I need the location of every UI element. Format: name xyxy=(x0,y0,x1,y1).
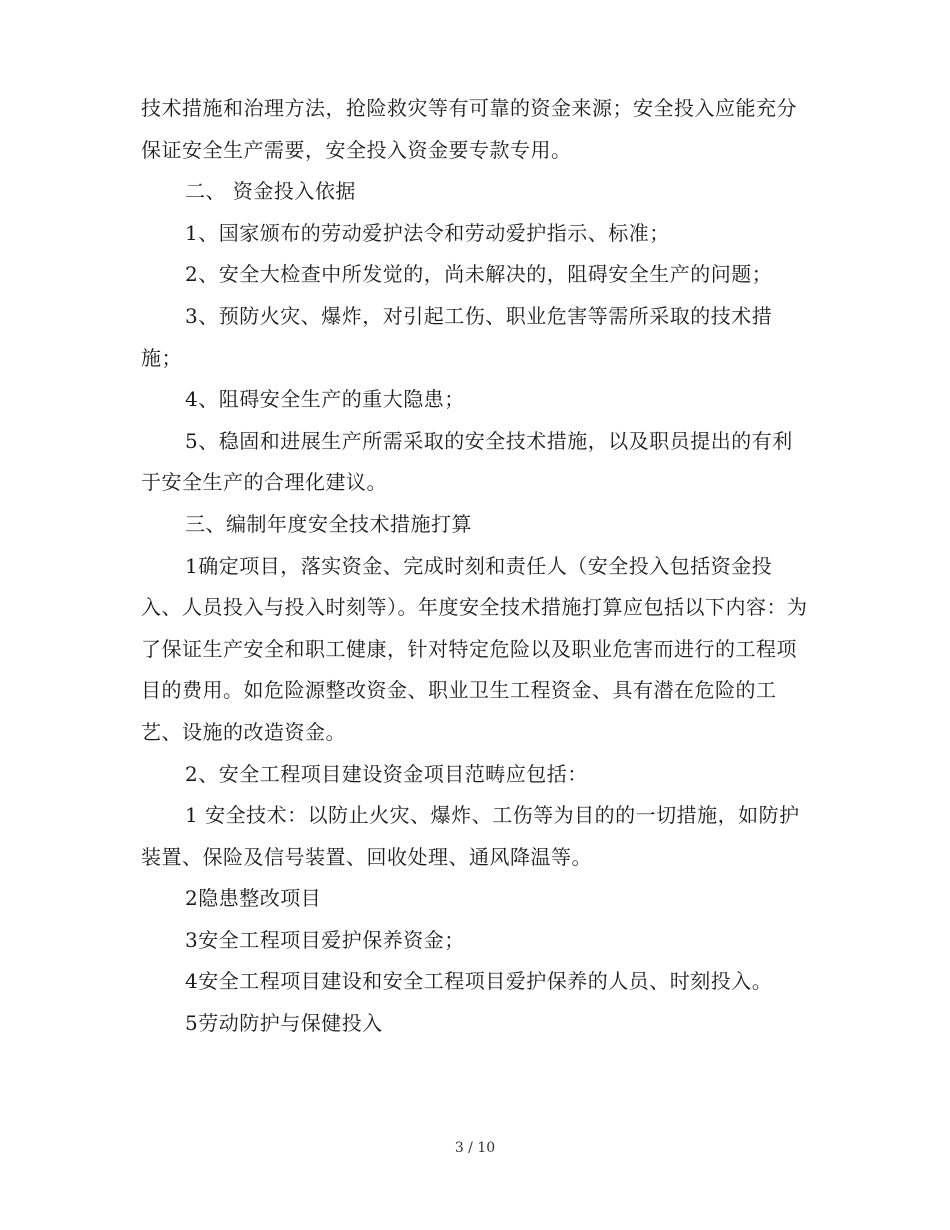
document-body xyxy=(141,88,811,1045)
section-heading-3: 三、编制年度安全技术措施打算 xyxy=(185,511,472,536)
list-item: 2、安全大检查中所发觉的，尚未解决的，阻碍安全生产的问题； xyxy=(185,262,773,287)
list-item: 2隐患整改项目 xyxy=(185,886,322,911)
list-item: 4安全工程项目建设和安全工程项目爱护保养的人员、时刻投入。 xyxy=(185,969,773,994)
list-item: 3安全工程项目爱护保养资金； xyxy=(185,927,465,952)
list-item: 2、安全工程项目建设资金项目范畴应包括： xyxy=(185,761,588,786)
list-item: 1、国家颁布的劳动爱护法令和劳动爱护指示、标准； xyxy=(185,220,670,245)
paragraph-1: 技术措施和治理方法，抢险救灾等有可靠的资金来源；安全投入应能充分保证安全生产需要，安全投入资金要专款专用。 xyxy=(141,96,797,162)
list-item: 4、阻碍安全生产的重大隐患； xyxy=(185,387,465,412)
section-heading-2: 二、 资金投入依据 xyxy=(185,179,356,204)
list-item: 1确定项目，落实资金、完成时刻和责任人（安全投入包括资金投入、人员投入与投入时刻等）。年度安全技术措施打算应包括以下内容：为了保证生产安全和职工健康，针对特定危险以及职业危害而进行的工程项目的费用。如危险源整改资金、职业卫生工程资金、具有潜在危险的工艺、设施的改造资金。 xyxy=(141,553,808,744)
list-item: 5、稳固和进展生产所需采取的安全技术措施，以及职员提出的有利于安全生产的合理化建议。 xyxy=(141,428,793,495)
page-number: 3 / 10 xyxy=(454,1140,496,1156)
list-item: 5劳动防护与保健投入 xyxy=(185,1011,383,1036)
list-item: 3、预防火灾、爆炸，对引起工伤、职业危害等需所采取的技术措施； xyxy=(141,303,773,370)
list-item: 1 安全技术：以防止火灾、爆炸、工伤等为目的的一切措施，如防护装置、保险及信号装置、回收处理、通风降温等。 xyxy=(141,803,800,869)
